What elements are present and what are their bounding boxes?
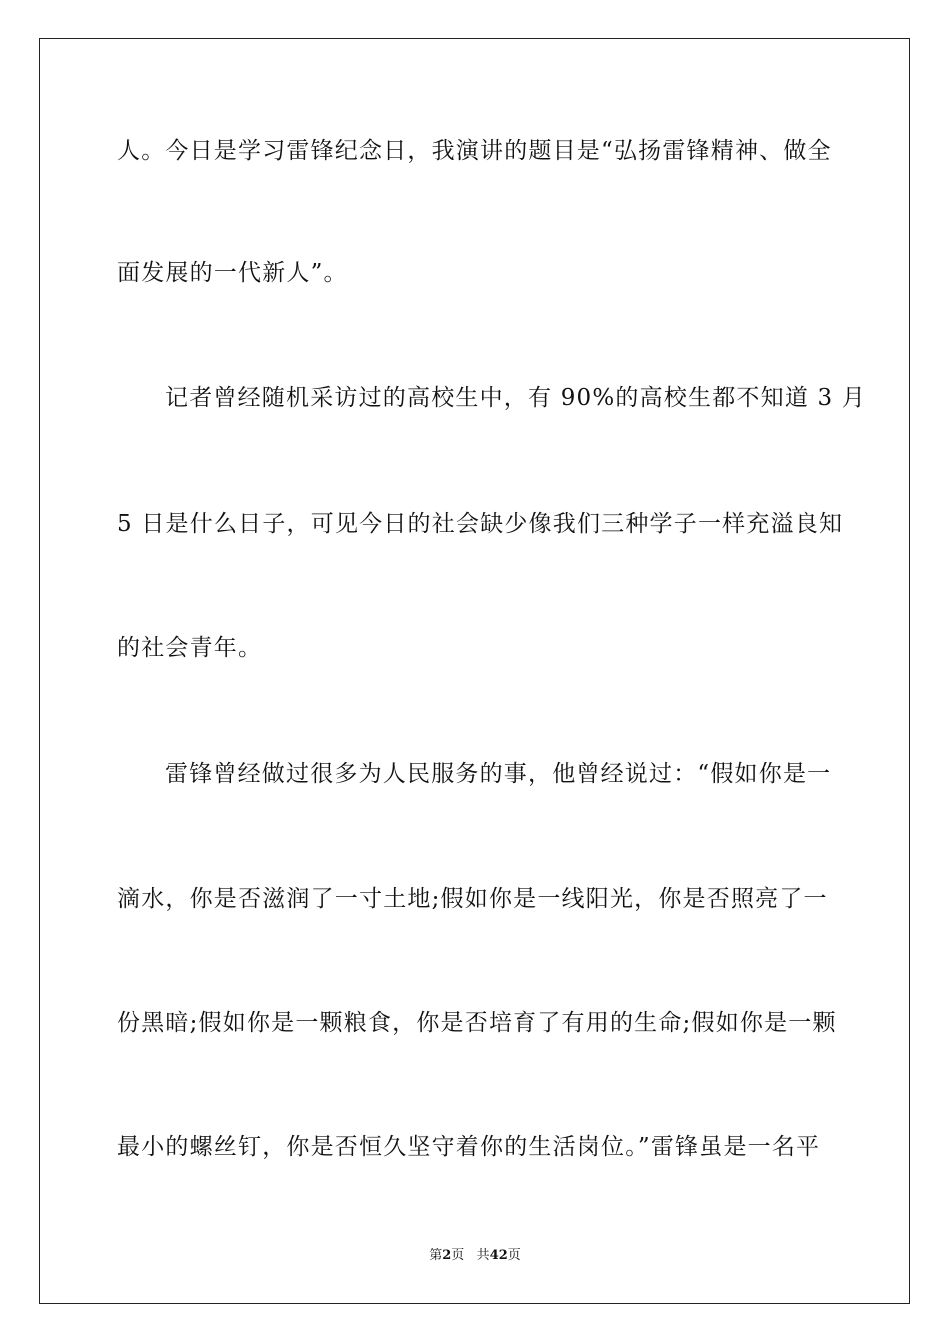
page-border xyxy=(39,38,910,1304)
paragraph-line-7: 滴水，你是否滋润了一寸土地;假如你是一线阳光，你是否照亮了一 xyxy=(117,886,828,912)
paragraph-line-4: 5 日是什么日子，可见今日的社会缺少像我们三种学子一样充溢良知 xyxy=(117,511,844,537)
total-page-number: 42 xyxy=(489,1248,508,1263)
paragraph-line-6: 雷锋曾经做过很多为人民服务的事，他曾经说过：“假如你是一 xyxy=(165,761,832,787)
page-prefix: 第 xyxy=(429,1248,443,1263)
paragraph-line-9: 最小的螺丝钉，你是否恒久坚守着你的生活岗位。”雷锋虽是一名平 xyxy=(117,1134,821,1160)
paragraph-line-3: 记者曾经随机采访过的高校生中，有 90%的高校生都不知道 3 月 xyxy=(165,385,867,411)
paragraph-line-5: 的社会青年。 xyxy=(117,635,263,661)
page-suffix: 页 xyxy=(451,1248,465,1263)
page-footer xyxy=(0,1247,950,1265)
paragraph-line-2: 面发展的一代新人”。 xyxy=(117,260,348,286)
current-page-number: 2 xyxy=(442,1248,452,1263)
total-prefix: 共 xyxy=(476,1248,490,1263)
paragraph-line-8: 份黑暗;假如你是一颗粮食，你是否培育了有用的生命;假如你是一颗 xyxy=(117,1010,837,1036)
paragraph-line-1: 人。今日是学习雷锋纪念日，我演讲的题目是“弘扬雷锋精神、做全 xyxy=(117,138,832,164)
total-suffix: 页 xyxy=(507,1248,521,1263)
